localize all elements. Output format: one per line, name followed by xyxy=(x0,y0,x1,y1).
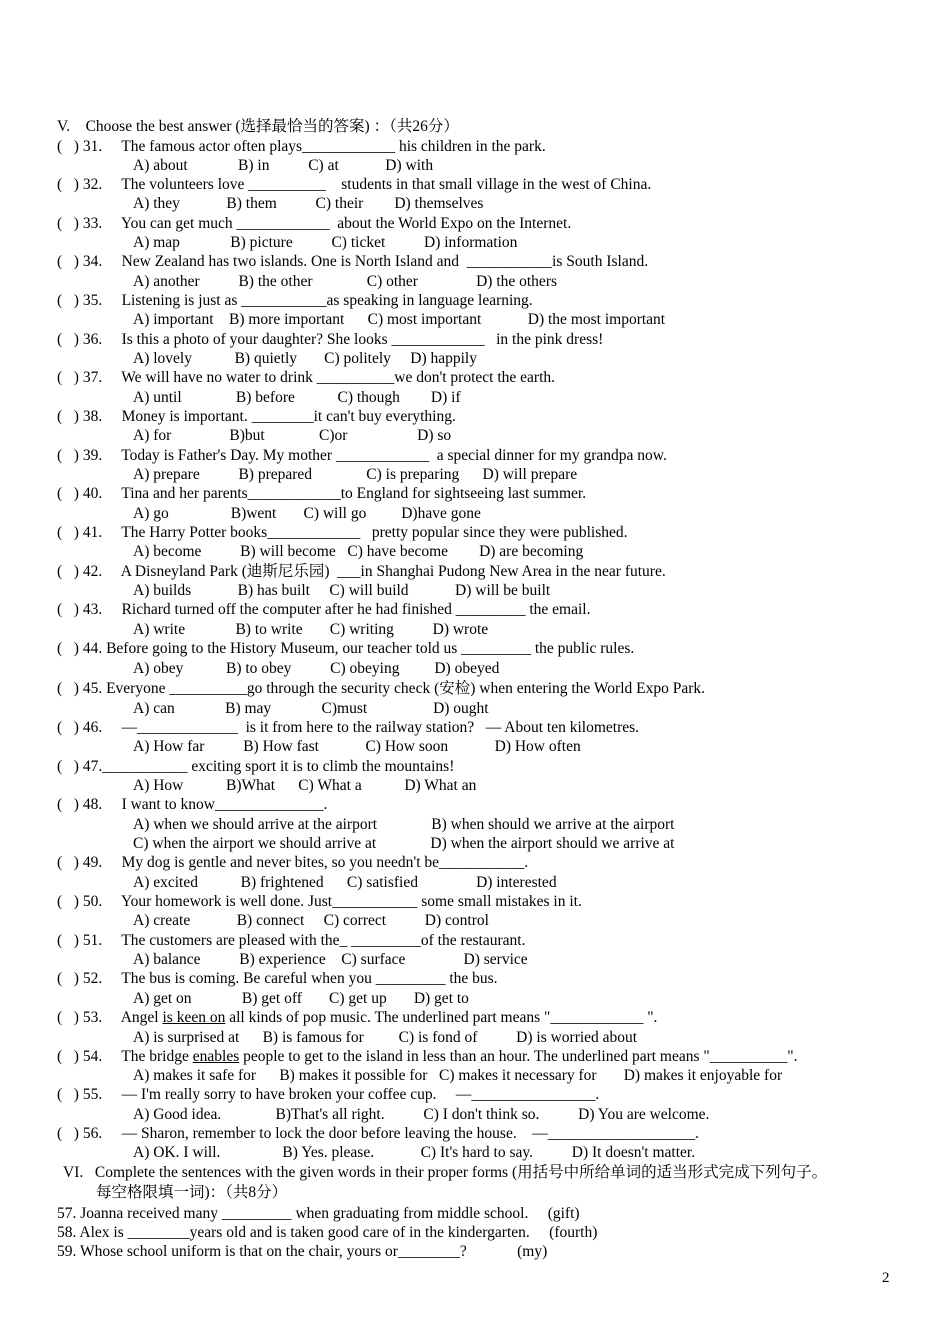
question-54-lead: ( ) 54. The bridge xyxy=(57,1048,193,1065)
options-46: A) How far B) How fast C) How soon D) How often xyxy=(133,738,581,755)
options-53: A) is surprised at B) is famous for C) is fond of D) is worried about xyxy=(133,1029,638,1046)
fill-58: 58. Alex is ________years old and is taken good care of in the kindergarten. (fourth) xyxy=(57,1224,598,1241)
question-44: ( ) 44. Before going to the History Museum, our teacher told us _________ the public rules. xyxy=(57,640,635,657)
question-40: ( ) 40. Tina and her parents____________to England for sightseeing last summer. xyxy=(57,485,587,502)
question-43: ( ) 43. Richard turned off the computer after he had finished _________ the email. xyxy=(57,601,591,618)
options-52: A) get on B) get off C) get up D) get to xyxy=(133,990,469,1007)
question-52: ( ) 52. The bus is coming. Be careful when you _________ the bus. xyxy=(57,970,498,987)
options-49: A) excited B) frightened C) satisfied D) interested xyxy=(133,874,557,891)
question-47: ( ) 47.___________ exciting sport it is to climb the mountains! xyxy=(57,758,455,775)
question-53 xyxy=(57,1008,657,1027)
question-45: ( ) 45. Everyone __________go through the security check (安检) when entering the World Expo Park. xyxy=(57,680,706,697)
options-31: A) about B) in C) at D) with xyxy=(133,157,434,174)
fill-57: 57. Joanna received many _________ when graduating from middle school. (gift) xyxy=(57,1205,580,1222)
question-37: ( ) 37. We will have no water to drink __________we don't protect the earth. xyxy=(57,369,555,386)
options-39: A) prepare B) prepared C) is preparing D) will prepare xyxy=(133,466,578,483)
options-48-row1: A) when we should arrive at the airport B) when should we arrive at the airport xyxy=(133,816,675,833)
question-51: ( ) 51. The customers are pleased with the_ _________of the restaurant. xyxy=(57,932,526,949)
options-48-row2: C) when the airport we should arrive at D) when the airport should we arrive at xyxy=(133,835,675,852)
options-50: A) create B) connect C) correct D) control xyxy=(133,912,489,929)
options-56: A) OK. I will. B) Yes. please. C) It's hard to say. D) It doesn't matter. xyxy=(133,1144,696,1161)
question-54 xyxy=(57,1047,797,1066)
section-vi-heading: VI. Complete the sentences with the given words in their proper forms (用括号中所给单词的适当形式完成下列句子。 xyxy=(63,1164,828,1181)
section-v-heading: V. Choose the best answer (选择最恰当的答案) ：（共26分） xyxy=(57,118,459,135)
question-31: ( ) 31. The famous actor often plays____________ his children in the park. xyxy=(57,138,546,155)
options-47: A) How B)What C) What a D) What an xyxy=(133,777,477,794)
options-37: A) until B) before C) though D) if xyxy=(133,389,461,406)
options-51: A) balance B) experience C) surface D) service xyxy=(133,951,528,968)
question-34: ( ) 34. New Zealand has two islands. One is North Island and ___________is South Island. xyxy=(57,253,649,270)
question-36: ( ) 36. Is this a photo of your daughter? She looks ____________ in the pink dress! xyxy=(57,331,604,348)
question-38: ( ) 38. Money is important. ________it can't buy everything. xyxy=(57,408,456,425)
question-53-underlined: is keen on xyxy=(162,1009,226,1026)
question-54-rest: people to get to the island in less than an hour. The underlined part means "__________". xyxy=(239,1048,798,1065)
options-43: A) write B) to write C) writing D) wrote xyxy=(133,621,489,638)
question-48: ( ) 48. I want to know______________. xyxy=(57,796,328,813)
question-46: ( ) 46. —_____________ is it from here to the railway station? — About ten kilometres. xyxy=(57,719,640,736)
question-56: ( ) 56. — Sharon, remember to lock the door before leaving the house. —___________________. xyxy=(57,1125,699,1142)
options-41: A) become B) will become C) have become D) are becoming xyxy=(133,543,584,560)
question-39: ( ) 39. Today is Father's Day. My mother ____________ a special dinner for my grandpa now. xyxy=(57,447,667,464)
options-35: A) important B) more important C) most important D) the most important xyxy=(133,311,666,328)
question-32: ( ) 32. The volunteers love __________ students in that small village in the west of China. xyxy=(57,176,652,193)
question-42: ( ) 42. A Disneyland Park (迪斯尼乐园) ___in Shanghai Pudong New Area in the near future. xyxy=(57,563,666,580)
options-33: A) map B) picture C) ticket D) information xyxy=(133,234,518,251)
options-40: A) go B)went C) will go D)have gone xyxy=(133,505,481,522)
options-55: A) Good idea. B)That's all right. C) I don't think so. D) You are welcome. xyxy=(133,1106,710,1123)
fill-59: 59. Whose school uniform is that on the chair, yours or________? (my) xyxy=(57,1243,548,1260)
options-34: A) another B) the other C) other D) the others xyxy=(133,273,558,290)
options-44: A) obey B) to obey C) obeying D) obeyed xyxy=(133,660,500,677)
question-53-lead: ( ) 53. Angel xyxy=(57,1009,163,1026)
section-vi-heading-cont: 每空格限填一词)：（共8分） xyxy=(96,1184,288,1201)
options-32: A) they B) them C) their D) themselves xyxy=(133,195,484,212)
question-41: ( ) 41. The Harry Potter books____________ pretty popular since they were published. xyxy=(57,524,628,541)
question-35: ( ) 35. Listening is just as ___________as speaking in language learning. xyxy=(57,292,533,309)
question-50: ( ) 50. Your homework is well done. Just___________ some small mistakes in it. xyxy=(57,893,582,910)
options-42: A) builds B) has built C) will build D) will be built xyxy=(133,582,551,599)
page-number: 2 xyxy=(882,1270,890,1286)
question-49: ( ) 49. My dog is gentle and never bites, so you needn't be___________. xyxy=(57,854,529,871)
question-53-rest: all kinds of pop music. The underlined part means "____________ ". xyxy=(225,1009,658,1026)
options-38: A) for B)but C)or D) so xyxy=(133,427,452,444)
options-54: A) makes it safe for B) makes it possible for C) makes it necessary for D) makes it enjoyable for xyxy=(133,1067,783,1084)
question-33: ( ) 33. You can get much ____________ about the World Expo on the Internet. xyxy=(57,215,572,232)
question-55: ( ) 55. — I'm really sorry to have broken your coffee cup. —________________. xyxy=(57,1086,600,1103)
options-45: A) can B) may C)must D) ought xyxy=(133,700,489,717)
options-36: A) lovely B) quietly C) politely D) happily xyxy=(133,350,477,367)
question-54-underlined: enables xyxy=(192,1048,240,1065)
